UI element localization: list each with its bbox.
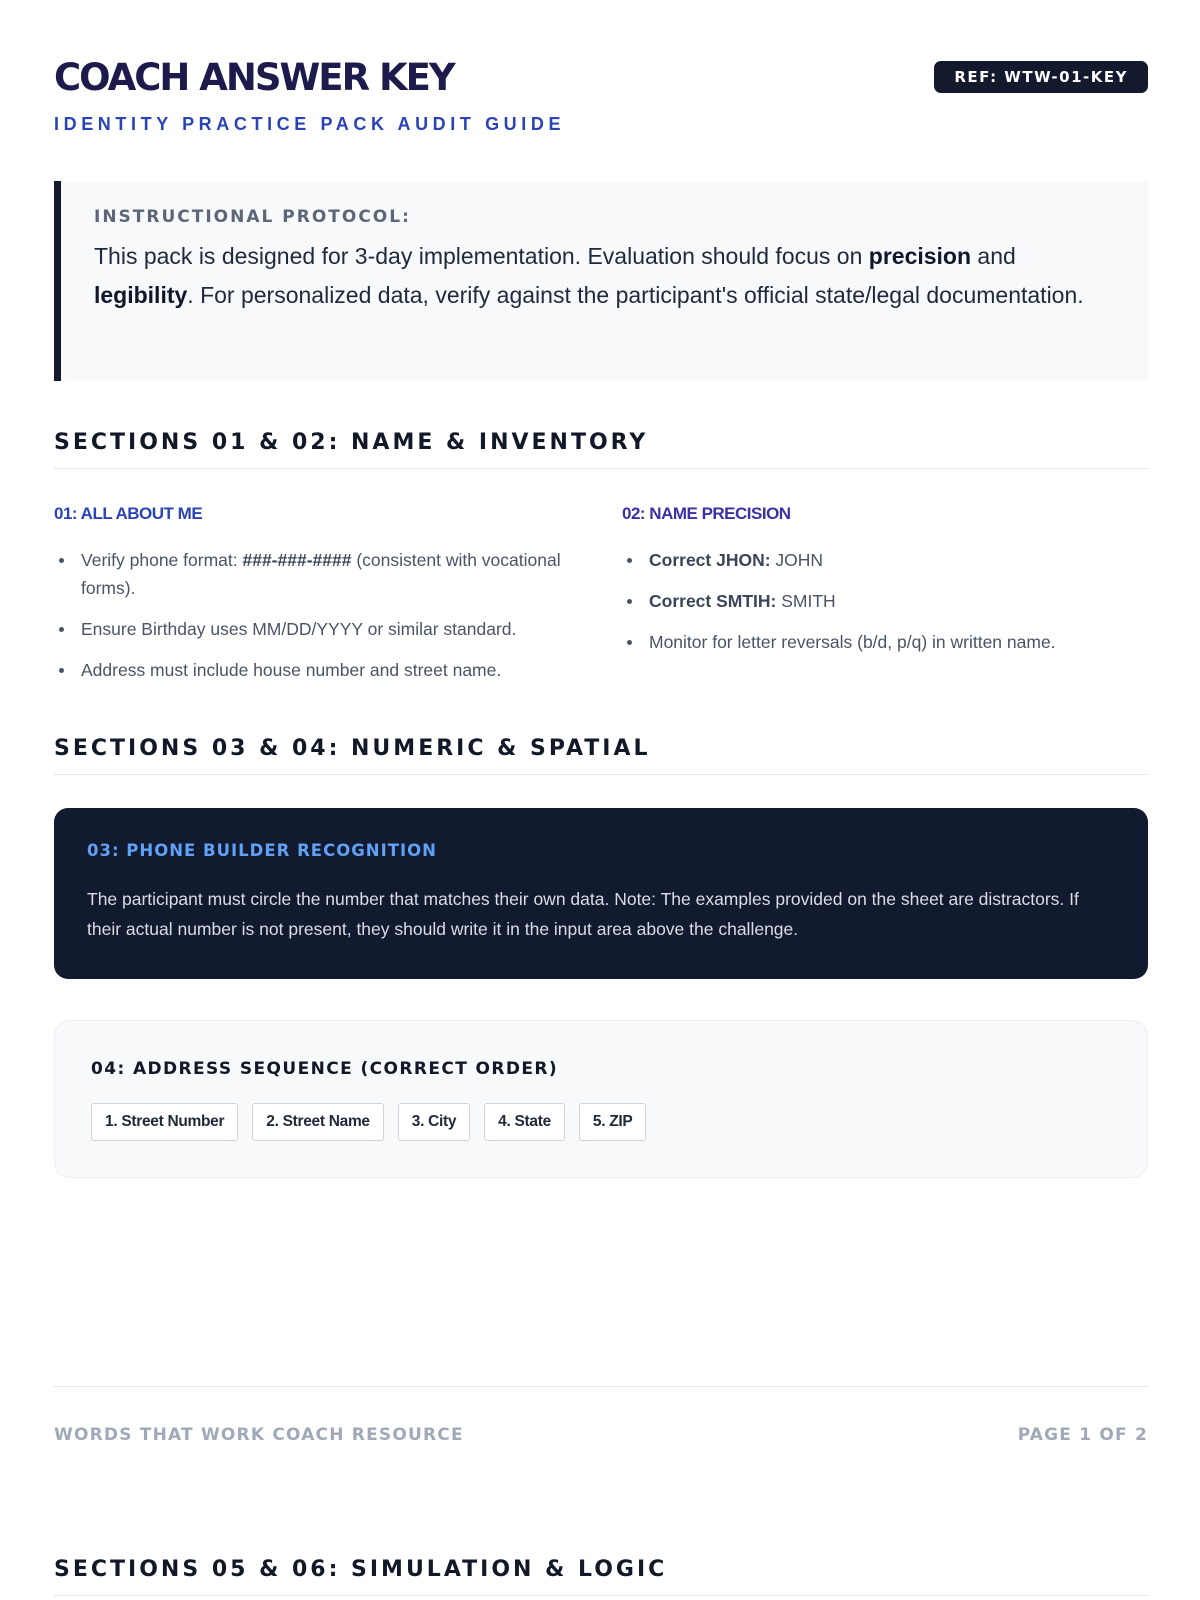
header: [54, 56, 1148, 146]
footer-resource-label: WORDS THAT WORK COACH RESOURCE: [54, 1425, 464, 1445]
protocol-text-part: This pack is designed for 3-day implementation. Evaluation should focus on: [94, 243, 869, 269]
address-chip: 1. Street Number: [91, 1103, 238, 1141]
address-sequence-title: 04: ADDRESS SEQUENCE (CORRECT ORDER): [91, 1059, 559, 1079]
section-heading-03-04: SECTIONS 03 & 04: NUMERIC & SPATIAL: [54, 736, 1148, 775]
page-footer: [54, 1386, 1148, 1445]
section-02-list: [622, 546, 1148, 656]
protocol-box: [54, 181, 1148, 381]
list-item: Ensure Birthday uses MM/DD/YYYY or similar standard.: [54, 615, 584, 643]
protocol-emphasis: legibility: [94, 282, 188, 308]
section-02-column: [622, 504, 1148, 669]
address-sequence-card: [54, 1020, 1148, 1178]
address-chip: 3. City: [398, 1103, 470, 1141]
list-item-emphasis: ###-###-####: [242, 550, 352, 570]
list-item-text: JOHN: [770, 550, 824, 570]
list-item: Monitor for letter reversals (b/d, p/q) in written name.: [622, 628, 1148, 656]
address-chip: 4. State: [484, 1103, 565, 1141]
section-01-column: [54, 504, 584, 697]
section-heading-01-02: SECTIONS 01 & 02: NAME & INVENTORY: [54, 430, 1148, 469]
footer-page-number: PAGE 1 OF 2: [1017, 1425, 1148, 1445]
address-chip: 5. ZIP: [579, 1103, 647, 1141]
section-heading-05-06: SECTIONS 05 & 06: SIMULATION & LOGIC: [54, 1557, 1148, 1596]
list-item: [622, 546, 1148, 574]
section-02-title: 02: NAME PRECISION: [622, 504, 791, 523]
page-title: COACH ANSWER KEY: [54, 56, 454, 99]
list-item-text: Verify phone format:: [81, 550, 243, 570]
protocol-text-part: . For personalized data, verify against the participant's official state/legal documentation.: [187, 282, 1084, 308]
section-01-list: [54, 546, 584, 684]
list-item: [54, 546, 584, 602]
protocol-label: INSTRUCTIONAL PROTOCOL:: [94, 207, 411, 227]
address-sequence-chips: [91, 1103, 1111, 1141]
phone-builder-title: 03: PHONE BUILDER RECOGNITION: [87, 841, 437, 860]
page-subtitle: IDENTITY PRACTICE PACK AUDIT GUIDE: [54, 114, 566, 134]
protocol-text-part: and: [971, 243, 1016, 269]
protocol-text: [94, 237, 1115, 315]
list-item-text: (consistent with vocational forms).: [81, 550, 561, 598]
protocol-emphasis: precision: [868, 243, 972, 269]
address-chip: 2. Street Name: [252, 1103, 384, 1141]
list-item-text: SMITH: [776, 591, 836, 611]
list-item-emphasis: Correct SMTIH:: [649, 591, 777, 611]
phone-builder-text: The participant must circle the number that matches their own data. Note: The examples provided on the sheet are distractors. If their actual number is not present, they should write it in the input area above the challenge.: [87, 889, 1079, 939]
list-item-emphasis: Correct JHON:: [649, 550, 771, 570]
phone-builder-card: [54, 808, 1148, 979]
list-item: Address must include house number and street name.: [54, 656, 584, 684]
ref-badge: REF: WTW-01-KEY: [934, 61, 1148, 93]
list-item: [622, 587, 1148, 615]
section-01-title: 01: ALL ABOUT ME: [54, 504, 203, 523]
